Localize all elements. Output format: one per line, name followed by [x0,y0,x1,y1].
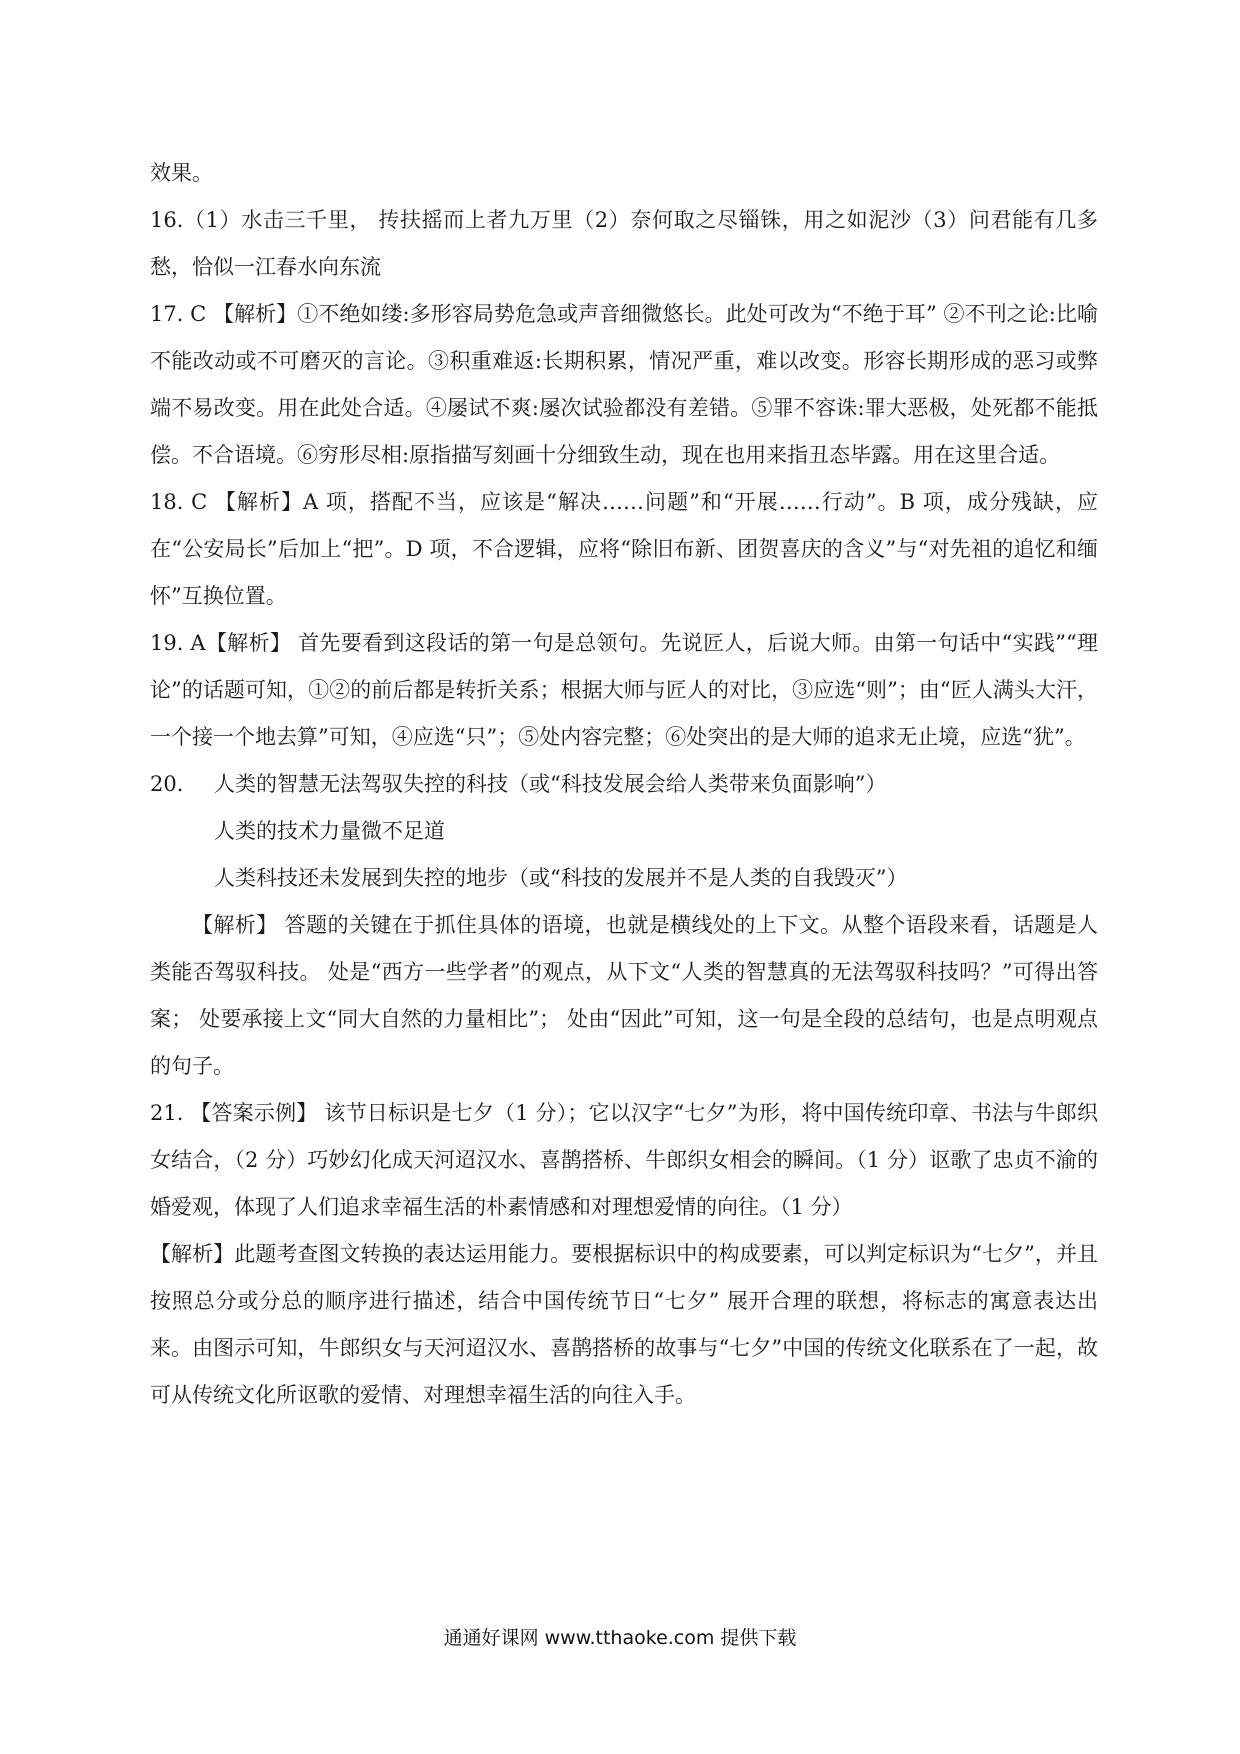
paragraph-continuation: 效果。 [150,161,213,185]
answer-19: 19. A【解析】 首先要看到这段话的第一句是总领句。先说匠人，后说大师。由第一句话中“实践”“理论”的话题可知，①②的前后都是转折关系；根据大师与匠人的对比，③应选“则”；由“匠人满头大汗，一个接一个地去算”可知，④应选“只”；⑤处内容完整；⑥处突出的是大师的追求无止境，应选“犹”。 [150,631,1098,749]
answer-content [150,150,1098,1419]
answer-20-line-1 [150,761,1098,808]
answer-20-blank-1: 人类的智慧无法驾驭失控的科技（或“科技发展会给人类带来负面影响”） [214,772,887,796]
answer-21: 21. 【答案示例】 该节日标识是七夕（1 分）；它以汉字“七夕”为形，将中国传统印章、书法与牛郎织女结合，（2 分）巧妙幻化成天河迢汉水、喜鹊搭桥、牛郎织女相会的瞬间。（1 分）讴歌了忠贞不渝的婚爱观，体现了人们追求幸福生活的朴素情感和对理想爱情的向往。（1 分） [150,1101,1098,1219]
page-footer: 通通好课网 www.tthaoke.com 提供下载 [443,1627,797,1649]
answer-17: 17. C 【解析】①不绝如缕:多形容局势危急或声音细微悠长。此处可改为“不绝于耳” ②不刊之论:比喻不能改动或不可磨灭的言论。③积重难返:长期积累，情况严重，难以改变。形容长期形成的恶习或弊端不易改变。用在此处合适。④屡试不爽:屡次试验都没有差错。⑤罪不容诛:罪大恶极，处死都不能抵偿。不合语境。⑥穷形尽相:原指描写刻画十分细致生动，现在也用来指丑态毕露。用在这里合适。 [150,302,1098,467]
answer-20-blank-3: 人类科技还未发展到失控的地步（或“科技的发展并不是人类的自我毁灭”） [214,866,908,890]
answer-21-explanation: 【解析】此题考查图文转换的表达运用能力。要根据标识中的构成要素，可以判定标识为“七夕”，并且按照总分或分总的顺序进行描述，结合中国传统节日“七夕” 展开合理的联想，将标志的寓意表达出来。由图示可知，牛郎织女与天河迢汉水、喜鹊搭桥的故事与“七夕”中国的传统文化联系在了一起，故可从传统文化所讴歌的爱情、对理想幸福生活的向往入手。 [150,1242,1098,1407]
answer-20-explanation: 【解析】 答题的关键在于抓住具体的语境，也就是横线处的上下文。从整个语段来看，话题是人类能否驾驭科技。 处是“西方一些学者”的观点，从下文“人类的智慧真的无法驾驭科技吗？”可得出答案； 处要承接上文“同大自然的力量相比”； 处由“因此”可知，这一句是全段的总结句，也是点明观点的句子。 [150,913,1098,1078]
answer-16: 16.（1）水击三千里， 抟扶摇而上者九万里（2）奈何取之尽锱铢，用之如泥沙（3）问君能有几多愁，恰似一江春水向东流 [150,208,1098,279]
answer-18: 18. C 【解析】A 项，搭配不当，应该是“解决……问题”和“开展……行动”。B 项，成分残缺，应在“公安局长”后加上“把”。D 项，不合逻辑，应将“除旧布新、团贺喜庆的含义”与“对先祖的追忆和缅怀”互换位置。 [150,490,1098,608]
answer-20-number: 20. [150,772,184,796]
answer-20-blank-2: 人类的技术力量微不足道 [214,819,445,843]
